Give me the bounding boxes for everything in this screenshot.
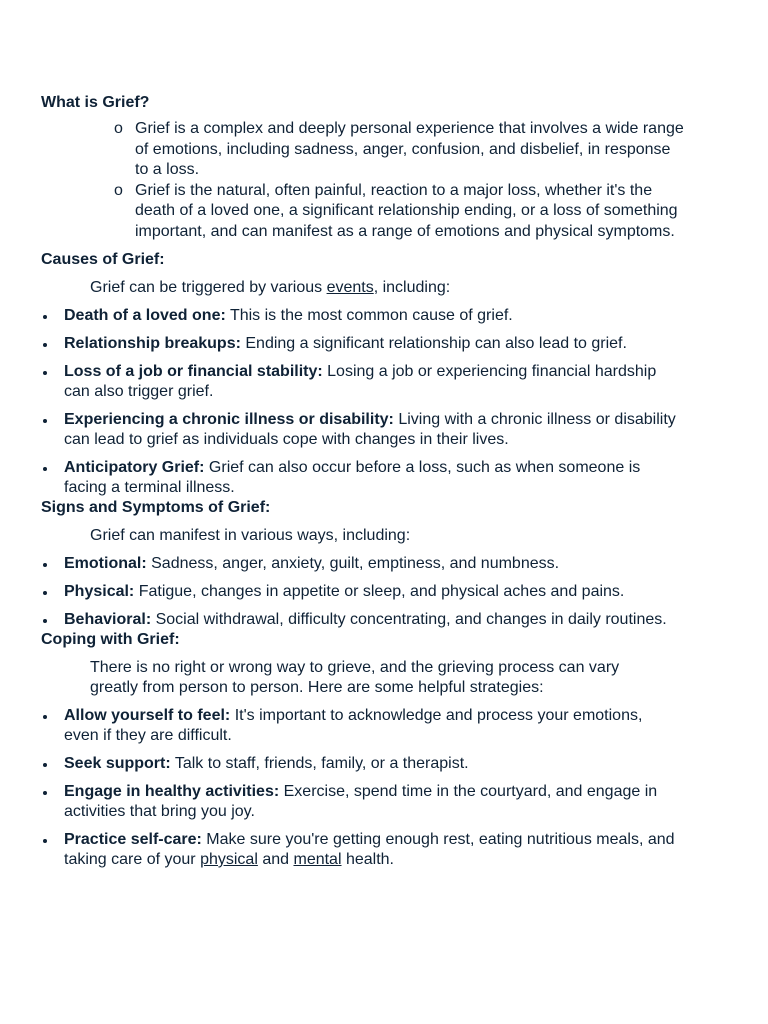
list-item-text: Talk to staff, friends, family, or a therapist. <box>170 755 469 772</box>
heading-what-is-grief: What is Grief? <box>41 94 150 111</box>
list-item-term: Behavioral: <box>64 611 152 628</box>
list-item <box>64 754 679 774</box>
list-item-term: Emotional: <box>64 555 147 572</box>
physical-link[interactable]: physical <box>200 851 258 868</box>
list-item <box>64 458 679 498</box>
list-item-term: Death of a loved one: <box>64 307 226 324</box>
heading-signs-and-symptoms: Signs and Symptoms of Grief: <box>41 499 271 516</box>
list-item <box>64 334 679 354</box>
list-item-text: health. <box>341 851 394 868</box>
coping-intro: There is no right or wrong way to grieve, and the grieving process can vary greatly from person to person. Here are some helpful strategies: <box>90 659 620 696</box>
list-item-term: Experiencing a chronic illness or disability: <box>64 411 394 428</box>
list-item-text: Sadness, anger, anxiety, guilt, emptiness, and numbness. <box>146 555 560 572</box>
list-item-text: Exercise, spend time in the courtyard, and engage in activities that bring you joy. <box>64 783 658 820</box>
list-item-term: Physical: <box>64 583 135 600</box>
heading-causes-of-grief: Causes of Grief: <box>41 251 165 268</box>
mental-link[interactable]: mental <box>293 851 342 868</box>
list-item <box>64 554 679 574</box>
list-item <box>64 306 679 326</box>
list-item-text: Fatigue, changes in appetite or sleep, and physical aches and pains. <box>134 583 625 600</box>
list-item-text: Grief can also occur before a loss, such as when someone is facing a terminal illness. <box>64 459 641 496</box>
list-item <box>64 410 679 450</box>
list-item <box>64 582 679 602</box>
causes-intro-text: Grief can be triggered by various <box>90 279 327 296</box>
list-item <box>64 610 679 630</box>
list-item-term: Loss of a job or financial stability: <box>64 363 323 380</box>
list-item-term: Relationship breakups: <box>64 335 241 352</box>
heading-coping-with-grief: Coping with Grief: <box>41 631 180 648</box>
list-item-term: Anticipatory Grief: <box>64 459 205 476</box>
list-item-text: Make sure you're getting enough rest, eating nutritious meals, and taking care of your <box>64 831 675 868</box>
list-item-text: Living with a chronic illness or disability can lead to grief as individuals cope with changes in their lives. <box>64 411 676 448</box>
list-item-text: and <box>257 851 294 868</box>
list-item-text: Ending a significant relationship can also lead to grief. <box>240 335 627 352</box>
causes-intro <box>41 278 670 298</box>
list-item-term: Engage in healthy activities: <box>64 783 280 800</box>
events-link[interactable]: events <box>326 279 374 296</box>
list-item-text: Social withdrawal, difficulty concentrating, and changes in daily routines. <box>151 611 667 628</box>
list-item: o Grief is the natural, often painful, reaction to a major loss, whether it's the death of a loved one, a significant relationship ending, or a loss of something important, and can manifest as a range of emotions and physical symptoms. <box>135 181 687 243</box>
list-item-term: Allow yourself to feel: <box>64 707 231 724</box>
list-item-term: Seek support: <box>64 755 171 772</box>
list-item <box>64 362 679 402</box>
list-item-text: This is the most common cause of grief. <box>225 307 513 324</box>
list-item <box>64 782 679 822</box>
list-item <box>64 830 679 870</box>
signs-intro: Grief can manifest in various ways, including: <box>90 527 411 544</box>
list-item <box>64 706 679 746</box>
document-body <box>41 93 691 870</box>
list-item: o Grief is a complex and deeply personal experience that involves a wide range of emotions, including sadness, anger, confusion, and disbelief, in response to a loss. <box>135 119 687 181</box>
what-is-grief-list <box>41 119 691 242</box>
coping-list <box>41 706 691 870</box>
causes-intro-tail: , including: <box>373 279 451 296</box>
list-item-term: Practice self-care: <box>64 831 202 848</box>
list-item-text: Losing a job or experiencing financial hardship can also trigger grief. <box>64 363 657 400</box>
signs-list <box>41 554 691 630</box>
causes-list <box>41 306 691 498</box>
list-item-text: It's important to acknowledge and process your emotions, even if they are difficult. <box>64 707 643 744</box>
